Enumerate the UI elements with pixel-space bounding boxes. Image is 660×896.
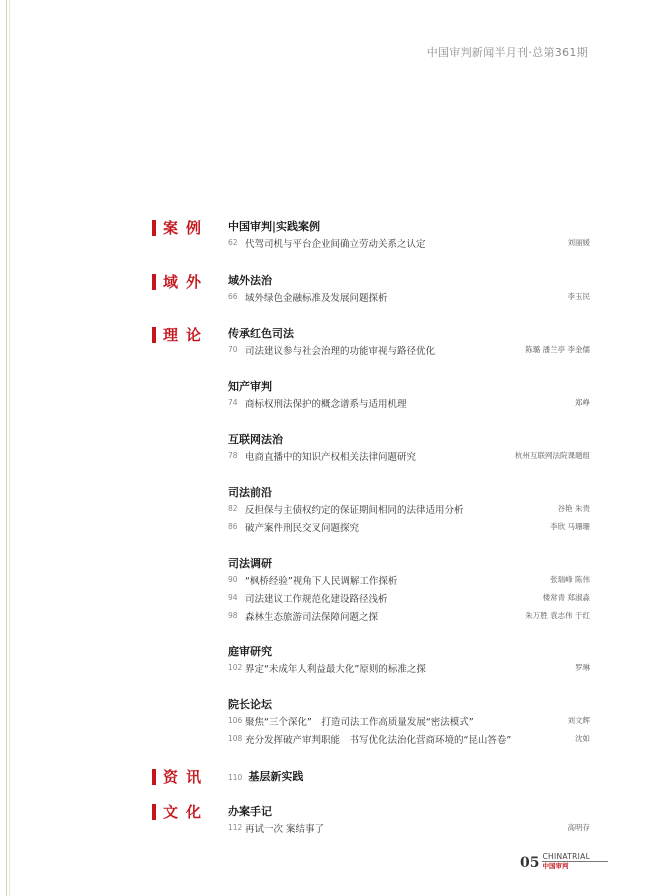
toc-entry[interactable] [228,732,590,746]
entry-title: 再试一次 案结事了 [245,824,325,835]
group-title: 中国审判|实践案例 [228,220,321,233]
section-label: 案例 [163,219,210,237]
toc-entry[interactable] [228,290,590,304]
toc-entry[interactable] [228,520,590,534]
entry-title: 聚焦“三个深化” 打造司法工作高质量发展“密法模式” [245,717,474,728]
entry-author: 刘丽媛 [567,238,590,247]
group-title: 办案手记 [228,805,272,818]
section-marker [152,274,156,290]
entry-page: 74 [228,398,238,407]
entry-author: 杭州互联网法院课题组 [515,451,590,460]
group-title: 基层新实践 [248,770,304,783]
toc-entry[interactable] [228,449,590,463]
group-title: 域外法治 [228,274,272,287]
toc-entry[interactable] [228,821,590,835]
left-margin-rule [9,0,10,896]
section-label: 理论 [163,326,210,344]
entry-author: 李玉民 [567,292,590,301]
entry-title: 域外绿色金融标准及发展问题探析 [245,293,388,304]
toc-entry[interactable] [228,343,590,357]
group-title: 司法前沿 [228,486,272,499]
entry-title: 司法建议参与社会治理的功能审视与路径优化 [245,346,436,357]
entry-page: 66 [228,292,238,301]
group-title: 知产审判 [228,380,272,393]
entry-page: 70 [228,345,238,354]
section-yuwai [152,271,209,292]
entry-page: 98 [228,611,238,620]
entry-author: 陈璐 潘兰亭 李金儒 [525,345,590,354]
entry-author: 郑峥 [575,398,590,407]
entry-author: 李欣 马珊珊 [550,522,590,531]
entry-author: 刘文辉 [567,716,590,725]
section-label: 域外 [163,273,210,291]
entry-author: 谷艳 朱贵 [557,504,590,513]
entry-page: 106 [228,716,243,725]
entry-title: 森林生态旅游司法保障问题之探 [245,612,379,623]
entry-author: 沈如 [575,734,590,743]
entry-title: 破产案件刑民交叉问题探究 [245,523,360,534]
entry-title: 反担保与主债权约定的保证期间相同的法律适用分析 [245,505,464,516]
entry-author: 楼常青 郑淑淼 [542,593,590,602]
group-title: 庭审研究 [228,645,272,658]
entry-title: 代驾司机与平台企业间确立劳动关系之认定 [245,239,426,250]
entry-author: 朱万胜 袁志伟 于红 [525,611,590,620]
entry-page: 86 [228,522,238,531]
toc-entry[interactable] [228,768,303,784]
toc-entry[interactable] [228,236,590,250]
toc-entry[interactable] [228,573,590,587]
entry-page: 90 [228,575,238,584]
section-lilun [152,324,209,345]
section-marker [152,220,156,236]
brand-english: CHINATRIAL [542,852,608,862]
entry-title: “枫桥经验”视角下人民调解工作探析 [245,576,398,587]
toc-entry[interactable] [228,714,590,728]
page-footer [520,852,608,870]
entry-title: 司法建议工作规范化建设路径浅析 [245,594,388,605]
toc-entry[interactable] [228,396,590,410]
section-marker [152,327,156,343]
entry-title: 充分发挥破产审判职能 书写优化法治化营商环境的“昆山答卷” [245,735,512,746]
entry-author: 张瑞峰 陈伟 [550,575,590,584]
entry-page: 110 [228,773,243,782]
section-label: 资讯 [163,768,210,786]
group-title: 互联网法治 [228,433,283,446]
entry-title: 商标权刑法保护的概念谱系与适用机理 [245,399,407,410]
entry-title: 电商直播中的知识产权相关法律问题研究 [245,452,417,463]
entry-page: 62 [228,238,238,247]
section-wenhua [152,801,209,822]
brand-logo [542,852,608,870]
toc-entry[interactable] [228,591,590,605]
entry-title: 界定“未成年人利益最大化”原则的标准之探 [245,664,426,675]
group-title: 司法调研 [228,557,272,570]
journal-header: 中国审判新闻半月刊·总第361期 [426,46,588,59]
toc-entry[interactable] [228,609,590,623]
group-title: 院长论坛 [228,698,272,711]
entry-author: 高明存 [567,823,590,832]
section-label: 文化 [163,803,210,821]
entry-page: 102 [228,663,243,672]
entry-page: 94 [228,593,238,602]
entry-page: 108 [228,734,243,743]
toc-entry[interactable] [228,661,590,675]
section-marker [152,804,156,820]
entry-author: 罗琳 [575,663,590,672]
section-anli [152,217,209,238]
left-margin-rule [6,0,7,896]
entry-page: 82 [228,504,238,513]
section-zixun [152,766,209,787]
entry-page: 112 [228,823,243,832]
brand-chinese: 中国审判 [542,862,569,870]
group-title: 传承红色司法 [228,327,294,340]
page-number: 05 [520,855,540,871]
toc-entry[interactable] [228,502,590,516]
entry-page: 78 [228,451,238,460]
section-marker [152,769,156,785]
